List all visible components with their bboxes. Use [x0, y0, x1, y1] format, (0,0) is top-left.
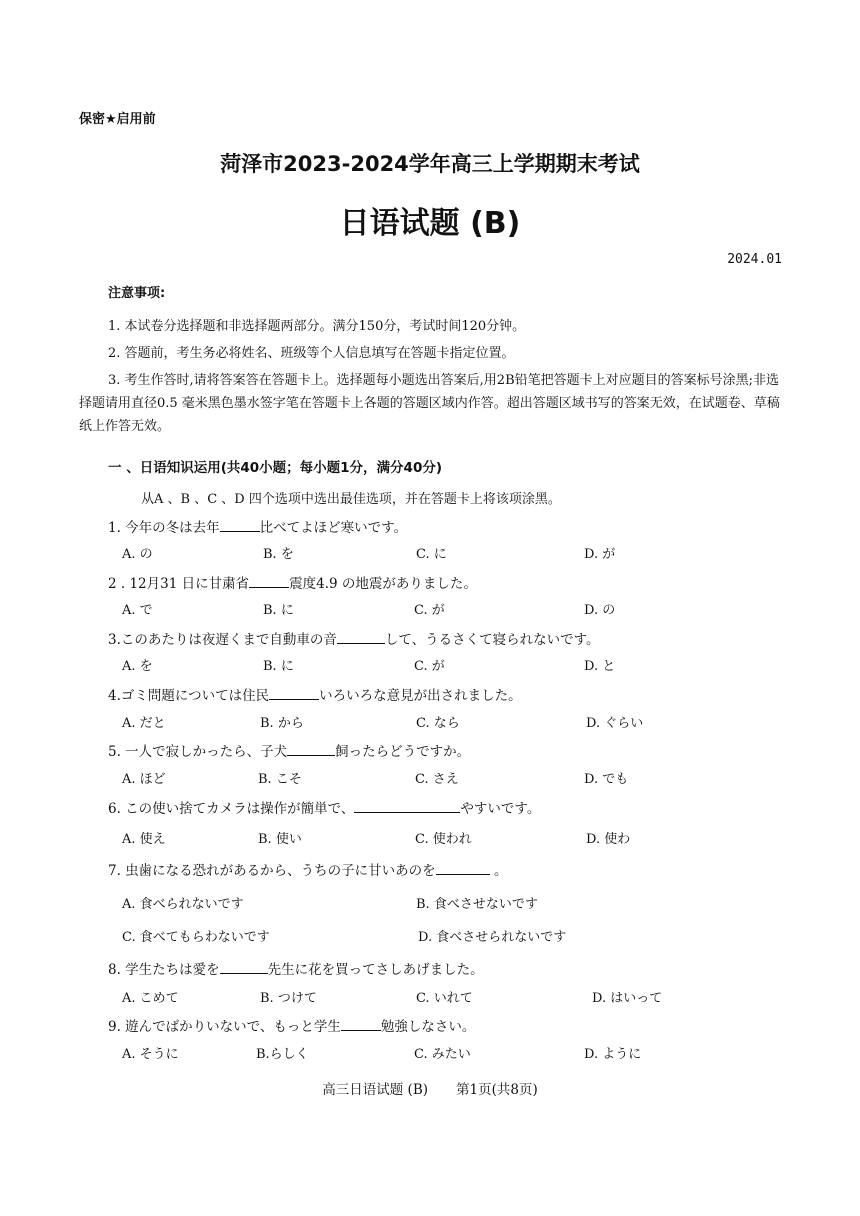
notes-heading: 注意事项: [108, 286, 166, 301]
option-c: C. に [416, 547, 447, 562]
option-b: B. こそ [258, 772, 302, 787]
option-c: C. 食べてもらわないです [122, 930, 270, 945]
option-c: C. が [414, 603, 445, 618]
question-9: 9. 遊んでばかりいないで、もっと学生 勉強しなさい。 [108, 1015, 475, 1035]
option-c: C. いれて [416, 991, 473, 1006]
question-2: 2 . 12月31 日に甘粛省 震度4.9 の地震がありました。 [108, 572, 477, 592]
option-a: A. ほど [122, 772, 166, 787]
question-5: 5. 一人で寂しかったら、子犬 飼ったらどうですか。 [108, 740, 470, 760]
subject-title: 日语试题 (B) [339, 206, 521, 241]
question-1: 1. 今年の冬は去年 比べてよほど寒いです。 [108, 516, 407, 536]
option-a: A. で [122, 603, 153, 618]
option-a: A. そうに [122, 1047, 179, 1062]
note-item: 1. 本试卷分选择题和非选择题两部分。满分150分，考试时间120分钟。 [108, 319, 526, 334]
option-a: A. だと [122, 716, 166, 731]
option-a: A. こめて [122, 991, 179, 1006]
answer-blank [269, 685, 319, 700]
option-d: D. でも [584, 772, 629, 787]
option-d: D. が [584, 547, 616, 562]
option-b: B. から [260, 716, 304, 731]
question-4: 4.ゴミ問題については住民 いろいろな意見が出されました。 [108, 684, 522, 704]
question-3: 3.このあたりは夜遅くまで自動車の音 して、うるさくて寝られないです。 [108, 628, 600, 648]
answer-blank [354, 798, 460, 813]
option-c: C. 使われ [415, 832, 472, 847]
page-footer [0, 1078, 860, 1098]
question-6: 6. この使い捨てカメラは操作が簡単で、 やすいです。 [108, 797, 540, 817]
option-c: C. なら [416, 716, 460, 731]
section-heading: 一 、日语知识运用(共40小题；每小题1分，满分40分) [108, 460, 443, 476]
option-c: C. さえ [415, 772, 459, 787]
option-d: D. ように [584, 1047, 642, 1062]
confidential-label: 保密★启用前 [79, 112, 156, 127]
option-a: A. 使え [122, 832, 166, 847]
answer-blank [436, 860, 490, 875]
option-d: D. 食べさせられないです [418, 930, 567, 945]
option-d: D. の [584, 603, 616, 618]
answer-blank [220, 517, 260, 532]
answer-blank [249, 573, 289, 588]
answer-blank [287, 741, 335, 756]
option-b: B. に [263, 603, 294, 618]
question-7: 7. 虫歯になる恐れがあるから、うちの子に甘いあのを 。 [108, 859, 507, 879]
option-b: B. 使い [258, 832, 302, 847]
footer-subject: 高三日语试题 (B) [322, 1082, 429, 1098]
note-item: 2. 答题前，考生务必将姓名、班级等个人信息填写在答题卡指定位置。 [108, 346, 515, 361]
option-b: B.らしく [256, 1047, 309, 1062]
answer-blank [337, 629, 385, 644]
option-d: D. ぐらい [586, 716, 644, 731]
option-c: C. が [414, 659, 445, 674]
answer-blank [341, 1016, 381, 1031]
section-instruction: 从A 、B 、C 、D 四个选项中选出最佳选项，并在答题卡上将该项涂黑。 [141, 492, 561, 507]
option-c: C. みたい [414, 1047, 471, 1062]
page-number: 第1页(共8页) [456, 1082, 538, 1098]
option-d: D. はいって [592, 991, 663, 1006]
option-b: B. 食べさせないです [416, 897, 538, 912]
option-b: B. つけて [260, 991, 317, 1006]
answer-blank [220, 959, 268, 974]
option-b: B. を [263, 547, 294, 562]
question-8: 8. 学生たちは愛を 先生に花を買ってさしあげました。 [108, 958, 484, 978]
option-a: A. の [122, 547, 153, 562]
option-d: D. 使わ [586, 832, 631, 847]
note-item-long: 3. 考生作答时,请将答案答在答题卡上。选择题每小题选出答案后,用2B铅笔把答题卡上对应题目的答案标号涂黑;非选择题请用直径0.5 毫米黑色墨水签字笔在答题卡上各题的答题区域内作答。超出答题区域书写的答案无效，在试题卷、草稿纸上作答无效。 [79, 373, 780, 434]
option-d: D. と [584, 659, 616, 674]
exam-date: 2024.01 [727, 252, 782, 267]
option-a: A. を [122, 659, 153, 674]
exam-title: 菏泽市2023-2024学年高三上学期期末考试 [220, 152, 640, 176]
option-a: A. 食べられないです [122, 897, 244, 912]
option-b: B. に [263, 659, 294, 674]
